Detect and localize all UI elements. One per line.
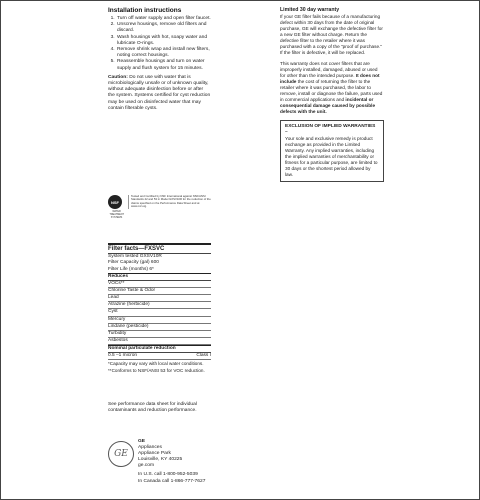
nominal-row: [108, 353, 211, 360]
ge-contact: [108, 439, 228, 485]
ge-address: [138, 439, 205, 469]
warranty-exclusions-c: the cost of returning the filter to the retailer where it was purchased, the labor to remove, install or diagnose the failure, parts used in commercial applications and: [280, 79, 383, 102]
warranty-exclusions-b: It does not include: [280, 73, 380, 84]
reduces-item: Cyst: [108, 309, 211, 316]
phone-canada: In Canada call 1-866-777-7627: [138, 478, 206, 484]
reduces-item: Lindane (pesticide): [108, 324, 211, 331]
nominal-heading: Nominal particulate reduction: [108, 345, 176, 351]
installation-step: 1. Turn off water supply and open filter faucet.: [116, 16, 211, 22]
installation-step: 3. Wash housings with hot, soapy water and lubricate O-rings.: [116, 35, 211, 47]
warranty-paragraph: If your GE filter fails because of a manufacturing defect within 30 days from the date of original purchase, GE will exchange the defective filter for a new GE filter without charge. Return the defective filter to the retailer where it was purchased with a copy of the "proof of purchase." If the filter is defective, it will be replaced.: [280, 14, 383, 55]
ge-contact-text: [138, 439, 205, 485]
reduces-heading: Reduces: [108, 273, 128, 279]
ge-website: ge.com: [138, 463, 155, 469]
implied-warranty-text: Your sole and exclusive remedy is product exchange as provided in the Limited Warranty. Any implied warranties, including the implied warranties of merchantability or fitness for a particular purpose, are limited to 30 days or the shortest period allowed by law.: [285, 136, 378, 177]
reduces-item: Asbestos: [108, 338, 211, 345]
ge-phones: [138, 472, 205, 484]
installation-steps: [108, 16, 211, 72]
system-tested: System tested GXSV10R: [108, 254, 162, 259]
phone-us: In U.S. call 1-800-952-5039: [138, 472, 198, 478]
installation-step: 4. Remove shrink wrap and install new filters, noting correct housings.: [116, 47, 211, 59]
ge-address-line: Appliances: [138, 445, 162, 451]
filter-facts-title: Filter facts—FXSVC: [108, 246, 165, 252]
warranty-exclusions-d: incidental or consequential damage caused by possible defects with the unit.: [280, 97, 376, 114]
warranty-exclusions: [280, 61, 384, 115]
performance-note: See performance data sheet for individual contaminants and reduction performance.: [108, 402, 197, 413]
implied-warranty-box: [280, 120, 384, 182]
nsf-certification-text: Tested and Certified by NSF International against NSF/ANSI Standards 42 and 53 in Model GXSV10R for the reduction of the claims specified on the Performance Data Sheet and at www.nsf.org.: [128, 195, 211, 209]
installation-step: 5. Reassemble housings and turn on water supply and flush system for 15 minutes.: [116, 59, 211, 71]
ge-address-line: Louisville, KY 40225: [138, 457, 183, 463]
nominal-class: Class I: [196, 353, 211, 359]
installation-step: 2. Unscrew housings, remove old filters and discard.: [116, 22, 211, 34]
warranty-section: [280, 7, 384, 182]
nsf-logo-icon: NSF: [108, 195, 122, 209]
caution-label: Caution:: [108, 74, 128, 80]
caution-text: Do not use with water that is microbiologically unsafe or of unknown quality, without adequate disinfection before or after the system. Systems certified for cyst reduction may be used on disinfected water that may contain filterable cysts.: [108, 74, 211, 111]
nsf-logo-subtitle: WATER TREATMENT SYSTEMS: [109, 210, 124, 219]
reduces-item: Mercury: [108, 317, 211, 324]
ge-address-line: Appliance Park: [138, 451, 171, 457]
ge-logo-icon: GE: [108, 441, 134, 467]
filter-capacity: Filter Capacity (gal) 600: [108, 260, 159, 266]
nominal-range: 0.5 –1 micron: [108, 353, 138, 359]
caution-note: [108, 75, 211, 112]
reduces-item: Atrazine (herbicide): [108, 302, 211, 309]
reduces-item: Lead: [108, 295, 211, 302]
warranty-exclusions-a: This warranty does not cover filters that are improperly installed, damaged, abused or used for other than the intended purpose.: [280, 61, 378, 78]
reduces-item: Turbidity: [108, 331, 211, 338]
voc-footnote: **Conforms to NSF/ANSI 53 for VOC reduction.: [108, 367, 205, 373]
reduces-item: VOCs**: [108, 281, 211, 288]
nsf-certification: [108, 195, 211, 223]
ge-brand: GE: [138, 439, 146, 444]
capacity-footnote: *Capacity may vary with local water conditions.: [108, 361, 204, 367]
nsf-mark: [108, 195, 125, 219]
installation-title: Installation instructions: [108, 7, 182, 14]
installation-section: [108, 7, 211, 112]
filter-life: Filter Life (months) 6*: [108, 266, 154, 272]
implied-warranty-title: EXCLUSION OF IMPLIED WARRANTIES –: [285, 124, 376, 135]
filter-facts-panel: [108, 243, 211, 373]
reduces-item: Chlorine Taste & Odor: [108, 288, 211, 295]
warranty-title: Limited 30 day warranty: [280, 7, 340, 13]
